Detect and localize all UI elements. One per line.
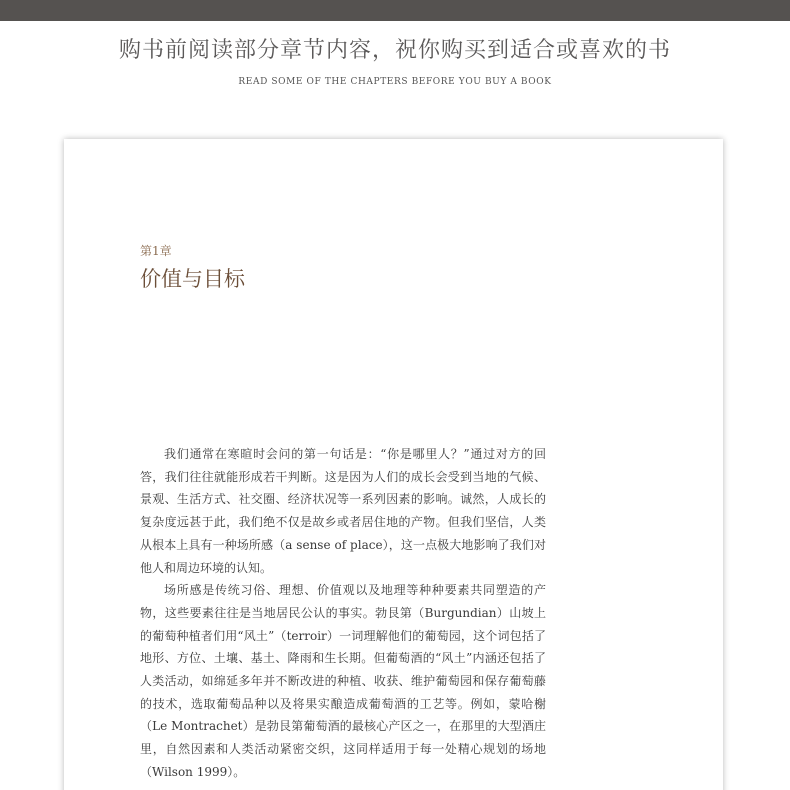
chapter-body [140, 443, 546, 784]
chapter-label: 第1章 [140, 244, 172, 258]
chapter-title: 价值与目标 [140, 267, 245, 291]
book-page[interactable] [64, 139, 723, 790]
banner-subtitle: READ SOME OF THE CHAPTERS BEFORE YOU BUY A BOOK [238, 77, 552, 87]
paragraph: 我们通常在寒暄时会问的第一句话是：“你是哪里人？”通过对方的回答，我们往往就能形成若干判断。这是因为人们的成长会受到当地的气候、景观、生活方式、社交圈、经济状况等一系列因素的影响。诚然，人成长的复杂度远甚于此，我们绝不仅是故乡或者居住地的产物。但我们坚信，人类从根本上具有一种场所感（a sense of place），这一点极大地影响了我们对他人和周边环境的认知。 [140, 447, 546, 575]
paragraph: 场所感是传统习俗、理想、价值观以及地理等种种要素共同塑造的产物，这些要素往往是当地居民公认的事实。勃艮第（Burgundian）山坡上的葡萄种植者们用“风土”（terroir）一词理解他们的葡萄园，这个词包括了地形、方位、土壤、基土、降雨和生长期。但葡萄酒的“风土”内涵还包括了人类活动，如绵延多年并不断改进的种植、收获、维护葡萄园和保存葡萄藤的技术，选取葡萄品种以及将果实酿造成葡萄酒的工艺等。例如，蒙哈榭（Le Montrachet）是勃艮第葡萄酒的最核心产区之一，在那里的大型酒庄里，自然因素和人类活动紧密交织，这同样适用于每一处精心规划的场地（Wilson 1999）。 [140, 583, 546, 779]
banner-title: 购书前阅读部分章节内容，祝你购买到适合或喜欢的书 [118, 38, 671, 63]
top-bar [0, 0, 790, 21]
